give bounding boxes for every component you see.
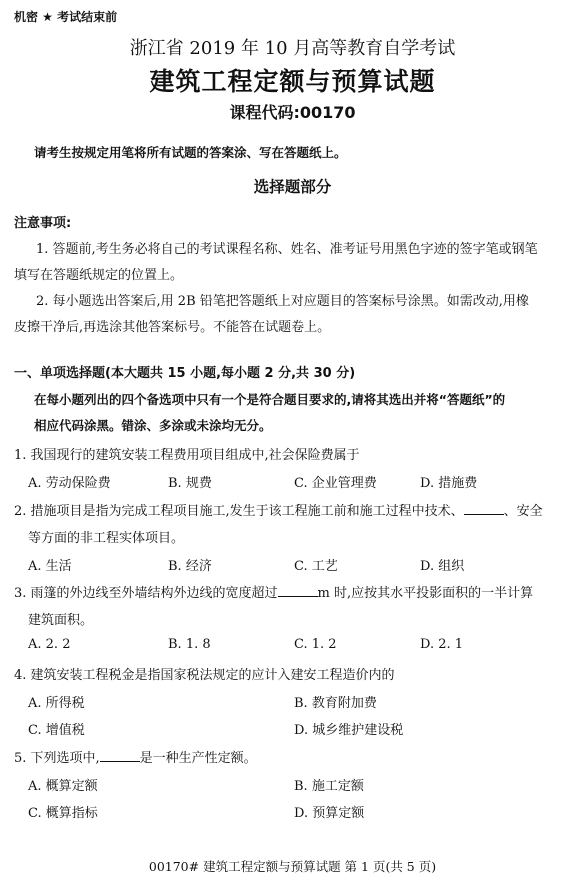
q3-option-a: A. 2. 2 <box>28 637 71 652</box>
q3-option-d: D. 2. 1 <box>420 637 464 652</box>
q2-option-c: C. 工艺 <box>294 559 338 574</box>
q5-option-b: B. 施工定额 <box>294 779 364 794</box>
q1-option-c: C. 企业管理费 <box>294 476 377 491</box>
q2-text-after: 、安全 <box>503 504 543 519</box>
q2-blank <box>464 504 504 515</box>
question-2-text <box>14 500 543 519</box>
q2-option-b: B. 经济 <box>168 559 212 574</box>
q3-text-after: m 时,应按其水平投影面积的一半计算 <box>317 586 534 601</box>
q3-option-c: C. 1. 2 <box>294 637 337 652</box>
q2-option-a: A. 生活 <box>28 559 72 574</box>
q5-text-before: 5. 下列选项中, <box>14 751 100 766</box>
exam-session-line: 浙江省 2019 年 10 月高等教育自学考试 <box>129 38 456 59</box>
q3-text-before: 3. 雨篷的外边线至外墙结构外边线的宽度超过 <box>14 586 278 601</box>
notice-item-2-line-2: 皮擦干净后,再选涂其他答案标号。不能答在试题卷上。 <box>14 320 331 335</box>
question-1-text: 1. 我国现行的建筑安装工程费用项目组成中,社会保险费属于 <box>14 448 360 463</box>
notice-item-1-line-2: 填写在答题纸规定的位置上。 <box>14 268 184 283</box>
section-1-instruction-line-2: 相应代码涂黑。错涂、多涂或未涂均无分。 <box>34 418 272 433</box>
notice-item-1-line-1: 1. 答题前,考生务必将自己的考试课程名称、姓名、准考证号用黑色字迹的签字笔或钢笔 <box>36 242 538 257</box>
confidential-label: 机密 ★ 考试结束前 <box>14 10 118 24</box>
q3-blank <box>278 586 318 597</box>
page-footer: 00170# 建筑工程定额与预算试题 第 1 页(共 5 页) <box>148 859 437 874</box>
q4-option-a: A. 所得税 <box>28 696 85 711</box>
notice-item-2-line-1: 2. 每小题选出答案后,用 2B 铅笔把答题纸上对应题目的答案标号涂黑。如需改动,用橡 <box>36 294 529 309</box>
course-code: 课程代码:00170 <box>229 103 356 122</box>
q5-option-d: D. 预算定额 <box>294 806 365 821</box>
q2-text-before: 2. 措施项目是指为完成工程项目施工,发生于该工程施工前和施工过程中技术、 <box>14 504 464 519</box>
part-title: 选择题部分 <box>253 178 332 196</box>
q5-option-c: C. 概算指标 <box>28 806 98 821</box>
question-5-text <box>14 747 257 766</box>
section-1-instruction-line-1: 在每小题列出的四个备选项中只有一个是符合题目要求的,请将其选出并将“答题纸”的 <box>34 392 506 407</box>
q4-option-b: B. 教育附加费 <box>294 696 377 711</box>
q5-blank <box>100 751 140 762</box>
question-4-text: 4. 建筑安装工程税金是指国家税法规定的应计入建安工程造价内的 <box>14 668 395 683</box>
question-3-text <box>14 582 533 601</box>
q1-option-b: B. 规费 <box>168 476 212 491</box>
section-1-heading: 一、单项选择题(本大题共 15 小题,每小题 2 分,共 30 分) <box>14 366 356 381</box>
q1-option-d: D. 措施费 <box>420 476 478 491</box>
question-2-line-2: 等方面的非工程实体项目。 <box>28 531 185 546</box>
q5-option-a: A. 概算定额 <box>28 779 98 794</box>
q5-text-after: 是一种生产性定额。 <box>139 751 257 766</box>
q4-option-c: C. 增值税 <box>28 723 85 738</box>
q2-option-d: D. 组织 <box>420 559 465 574</box>
paper-title: 建筑工程定额与预算试题 <box>149 67 436 96</box>
q1-option-a: A. 劳动保险费 <box>28 476 111 491</box>
notice-heading: 注意事项: <box>14 216 72 231</box>
question-3-line-2: 建筑面积。 <box>28 613 94 628</box>
q4-option-d: D. 城乡维护建设税 <box>294 723 404 738</box>
answer-instruction: 请考生按规定用笔将所有试题的答案涂、写在答题纸上。 <box>34 145 347 160</box>
q3-option-b: B. 1. 8 <box>168 637 211 652</box>
